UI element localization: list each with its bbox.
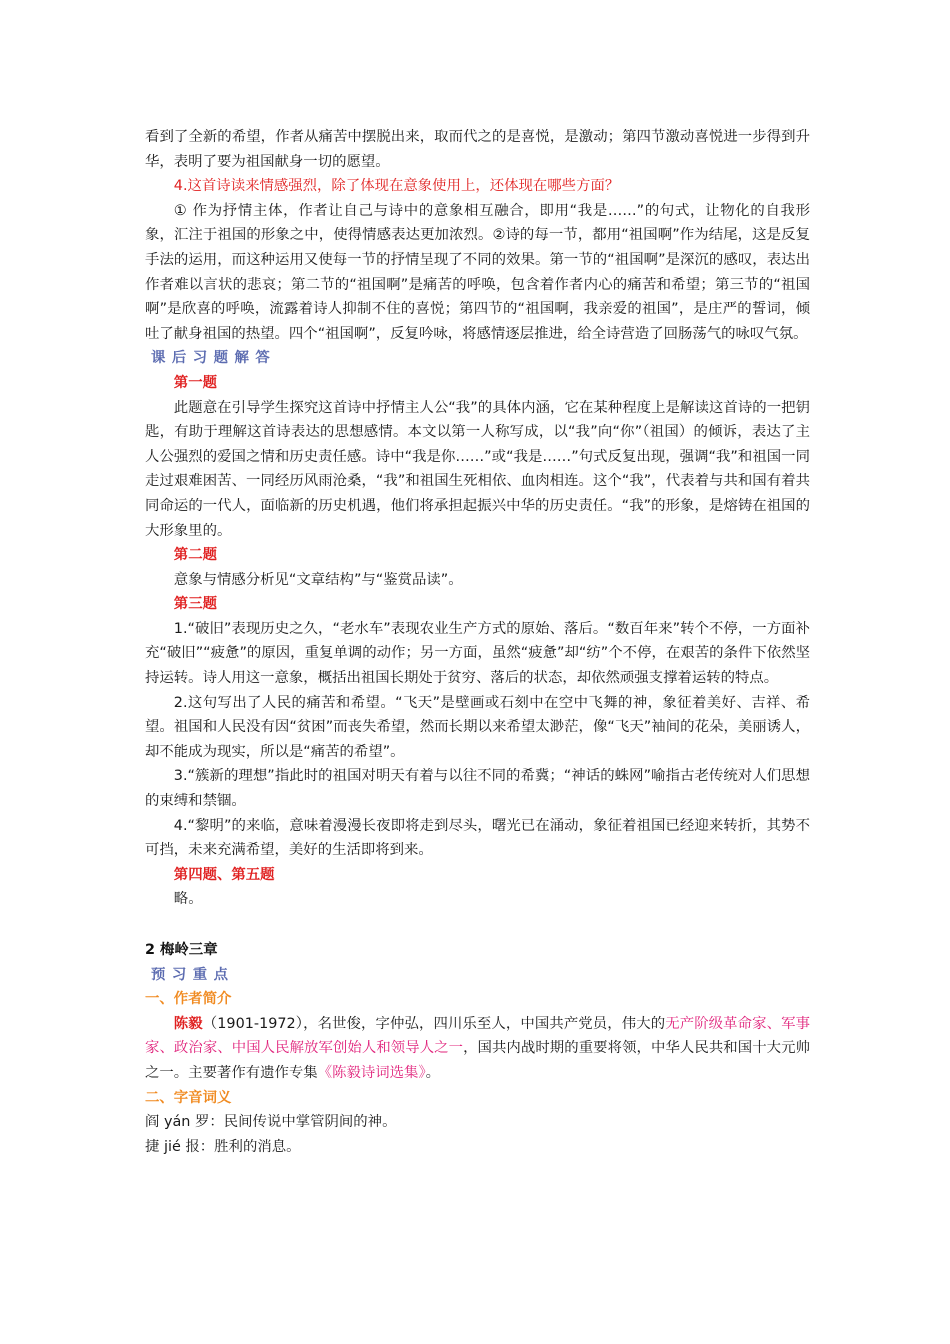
exercise-4-5-title: 第四题、第五题 (173, 866, 275, 883)
author-book: 《陈毅诗词选集》 (317, 1064, 426, 1081)
author-paragraph (145, 1012, 810, 1086)
section-heading-exercises: 课后习题解答 (151, 350, 277, 367)
author-highlight: 无产阶级革命家、军事家、政治家、中国人民解放军创始人和领导人之一 (145, 1015, 810, 1057)
vocab-heading: 二、字音词义 (145, 1089, 232, 1106)
exercise-2-title: 第二题 (173, 547, 217, 564)
author-name: 陈毅 (173, 1015, 203, 1032)
vocab-item-1: 阎 yán 罗：民间传说中掌管阴间的神。 (145, 1114, 397, 1131)
section-heading-preview: 预习重点 (151, 966, 235, 983)
author-text-3: 。 (425, 1064, 441, 1081)
exercise-4-5-body: 略。 (173, 891, 203, 908)
author-heading: 一、作者简介 (145, 991, 232, 1008)
exercise-1-title: 第一题 (173, 374, 217, 391)
exercise-3-item-4: 4.“黎明”的来临，意味着漫漫长夜即将走到尽头，曙光已在涌动，象征着祖国已经迎来转折，其势不可挡，未来充满希望，美好的生活即将到来。 (145, 817, 810, 859)
chapter-title: 2 梅岭三章 (145, 942, 218, 958)
exercise-1-body: 此题意在引导学生探究这首诗中抒情主人公“我”的具体内涵，它在某种程度上是解读这首诗的一把钥匙，有助于理解这首诗表达的思想感情。本文以第一人称写成，以“我”向“你”（祖国）的倾诉，表达了主人公强烈的爱国之情和历史责任感。诗中“我是你……”或“我是……”句式反复出现，强调“我”和祖国一同走过艰难困苦、一同经历风雨沧桑，“我”和祖国生死相依、血肉相连。这个“我”，代表着与共和国有着共同命运的一代人，面临新的历史机遇，他们将承担起振兴中华的历史责任。“我”的形象，是熔铸在祖国的大形象里的。 (145, 399, 810, 539)
author-text-2: ，国共内战时期的重要将领，中华人民共和国十大元帅之一。主要著作有遗作专集 (145, 1040, 810, 1081)
exercise-3-item-2: 2.这句写出了人民的痛苦和希望。“飞天”是壁画或石刻中在空中飞舞的神，象征着美好、吉祥、希望。祖国和人民没有因“贫困”而丧失希望，然而长期以来希望太渺茫，像“飞天”袖间的花朵，美丽诱人，却不能成为现实，所以是“痛苦的希望”。 (145, 694, 810, 760)
question-4: 4.这首诗读来情感强烈，除了体现在意象使用上，还体现在哪些方面？ (173, 178, 620, 195)
answer-4: ① 作为抒情主体，作者让自己与诗中的意象相互融合，即用“我是……”的句式，让物化的自我形象，汇注于祖国的形象之中，使得情感表达更加浓烈。②诗的每一节，都用“祖国啊”作为结尾，这是反复手法的运用，而这种运用又使每一节的抒情呈现了不同的效果。第一节的“祖国啊”是深沉的感叹，表达出作者难以言状的悲哀；第二节的“祖国啊”是痛苦的呼唤，包含着作者内心的痛苦和希望；第三节的“祖国啊”是欣喜的呼唤，流露着诗人抑制不住的喜悦；第四节的“祖国啊，我亲爱的祖国”，是庄严的誓词，倾吐了献身祖国的热望。四个“祖国啊”，反复吟咏，将感情逐层推进，给全诗营造了回肠荡气的咏叹气氛。 (145, 202, 810, 342)
author-text-1: （1901-1972），名世俊，字仲弘，四川乐至人，中国共产党员，伟大的 (202, 1015, 666, 1032)
exercise-3-item-1: 1.“破旧”表现历史之久，“老水车”表现农业生产方式的原始、落后。“数百年来”转个不停，一方面补充“破旧”“疲惫”的原因，重复单调的动作；另一方面，虽然“疲惫”却“纺”个不停，在艰苦的条件下依然坚持运转。诗人用这一意象，概括出祖国长期处于贫穷、落后的状态，却依然顽强支撑着运转的特点。 (145, 620, 810, 687)
document-body (145, 125, 810, 1159)
exercise-3-title: 第三题 (173, 596, 217, 613)
exercise-2-body: 意象与情感分析见“文章结构”与“鉴赏品读”。 (173, 571, 463, 588)
exercise-3-item-3: 3.“簇新的理想”指此时的祖国对明天有着与以往不同的希冀；“神话的蛛网”喻指古老传统对人们思想的束缚和禁锢。 (145, 768, 810, 810)
vocab-item-2: 捷 jié 报：胜利的消息。 (145, 1138, 301, 1155)
paragraph-continued: 看到了全新的希望，作者从痛苦中摆脱出来，取而代之的是喜悦，是激动；第四节激动喜悦进一步得到升华，表明了要为祖国献身一切的愿望。 (145, 129, 810, 170)
